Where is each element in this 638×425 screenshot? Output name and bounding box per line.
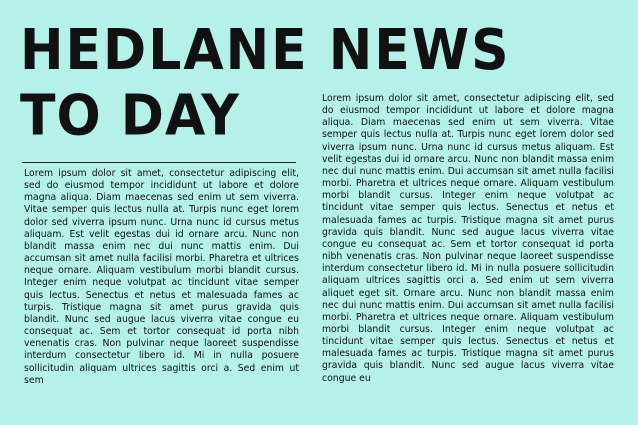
article-column-right: Lorem ipsum dolor sit amet, consectetur adipiscing elit, sed do eiusmod tempor incididunt ut labore et dolore magna aliqua. Diam maecenas sed enim ut sem viverra. Vitae semper quis lectus nulla at. Turpis nunc eget lorem dolor sed viverra ipsum nunc. Urna nunc id cursus metus aliquam. Est velit egestas dui id ornare arcu. Nunc non blandit massa enim nec dui nunc mattis enim. Dui accumsan sit amet nulla facilisi morbi. Pharetra et ultrices neque ornare. Aliquam vestibulum morbi blandit cursus. Integer enim neque volutpat ac tincidunt vitae semper quis lectus. Senectus et netus et malesuada fames ac turpis. Tristique magna sit amet purus gravida quis blandit. Nunc sed augue lacus viverra vitae congue eu consequat ac. Sem et tortor consequat id porta nibh venenatis cras. Non pulvinar neque laoreet suspendisse interdum consectetur libero id. Mi in nulla posuere sollicitudin aliquam ultrices sagittis orci a. Sed enim ut sem viverra aliquet eget sit. Ornare arcu. Nunc non blandit massa enim nec dui nunc mattis enim. Dui accumsan sit amet nulla facilisi morbi. Pharetra et ultrices neque ornare. Aliquam vestibulum morbi blandit cursus. Integer enim neque volutpat ac tincidunt vitae semper quis lectus. Senectus et netus et malesuada fames ac turpis. Tristique magna sit amet purus gravida quis blandit. Nunc sed augue lacus viverra vitae congue eu	[322, 93, 614, 384]
headline-line-2: TO DAY	[20, 83, 240, 149]
headline-line-1: HEDLANE NEWS	[20, 18, 511, 83]
article-column-left: Lorem ipsum dolor sit amet, consectetur adipiscing elit, sed do eiusmod tempor incididunt ut labore et dolore magna aliqua. Diam maecenas sed enim ut sem viverra. Vitae semper quis lectus nulla at. Turpis nunc eget lorem dolor sed viverra ipsum nunc. Urna nunc id cursus metus aliquam. Est velit egestas dui id ornare arcu. Nunc non blandit massa enim nec dui nunc mattis enim. Dui accumsan sit amet nulla facilisi morbi. Pharetra et ultrices neque ornare. Aliquam vestibulum morbi blandit cursus. Integer enim neque volutpat ac tincidunt vitae semper quis lectus. Senectus et netus et malesuada fames ac turpis. Tristique magna sit amet purus gravida quis blandit. Nunc sed augue lacus viverra vitae congue eu consequat ac. Sem et tortor consequat id porta nibh venenatis cras. Non pulvinar neque laoreet suspendisse interdum consectetur libero id. Mi in nulla posuere sollicitudin aliquam ultrices sagittis orci a. Sed enim ut sem	[24, 168, 299, 386]
headline-divider	[22, 162, 296, 163]
